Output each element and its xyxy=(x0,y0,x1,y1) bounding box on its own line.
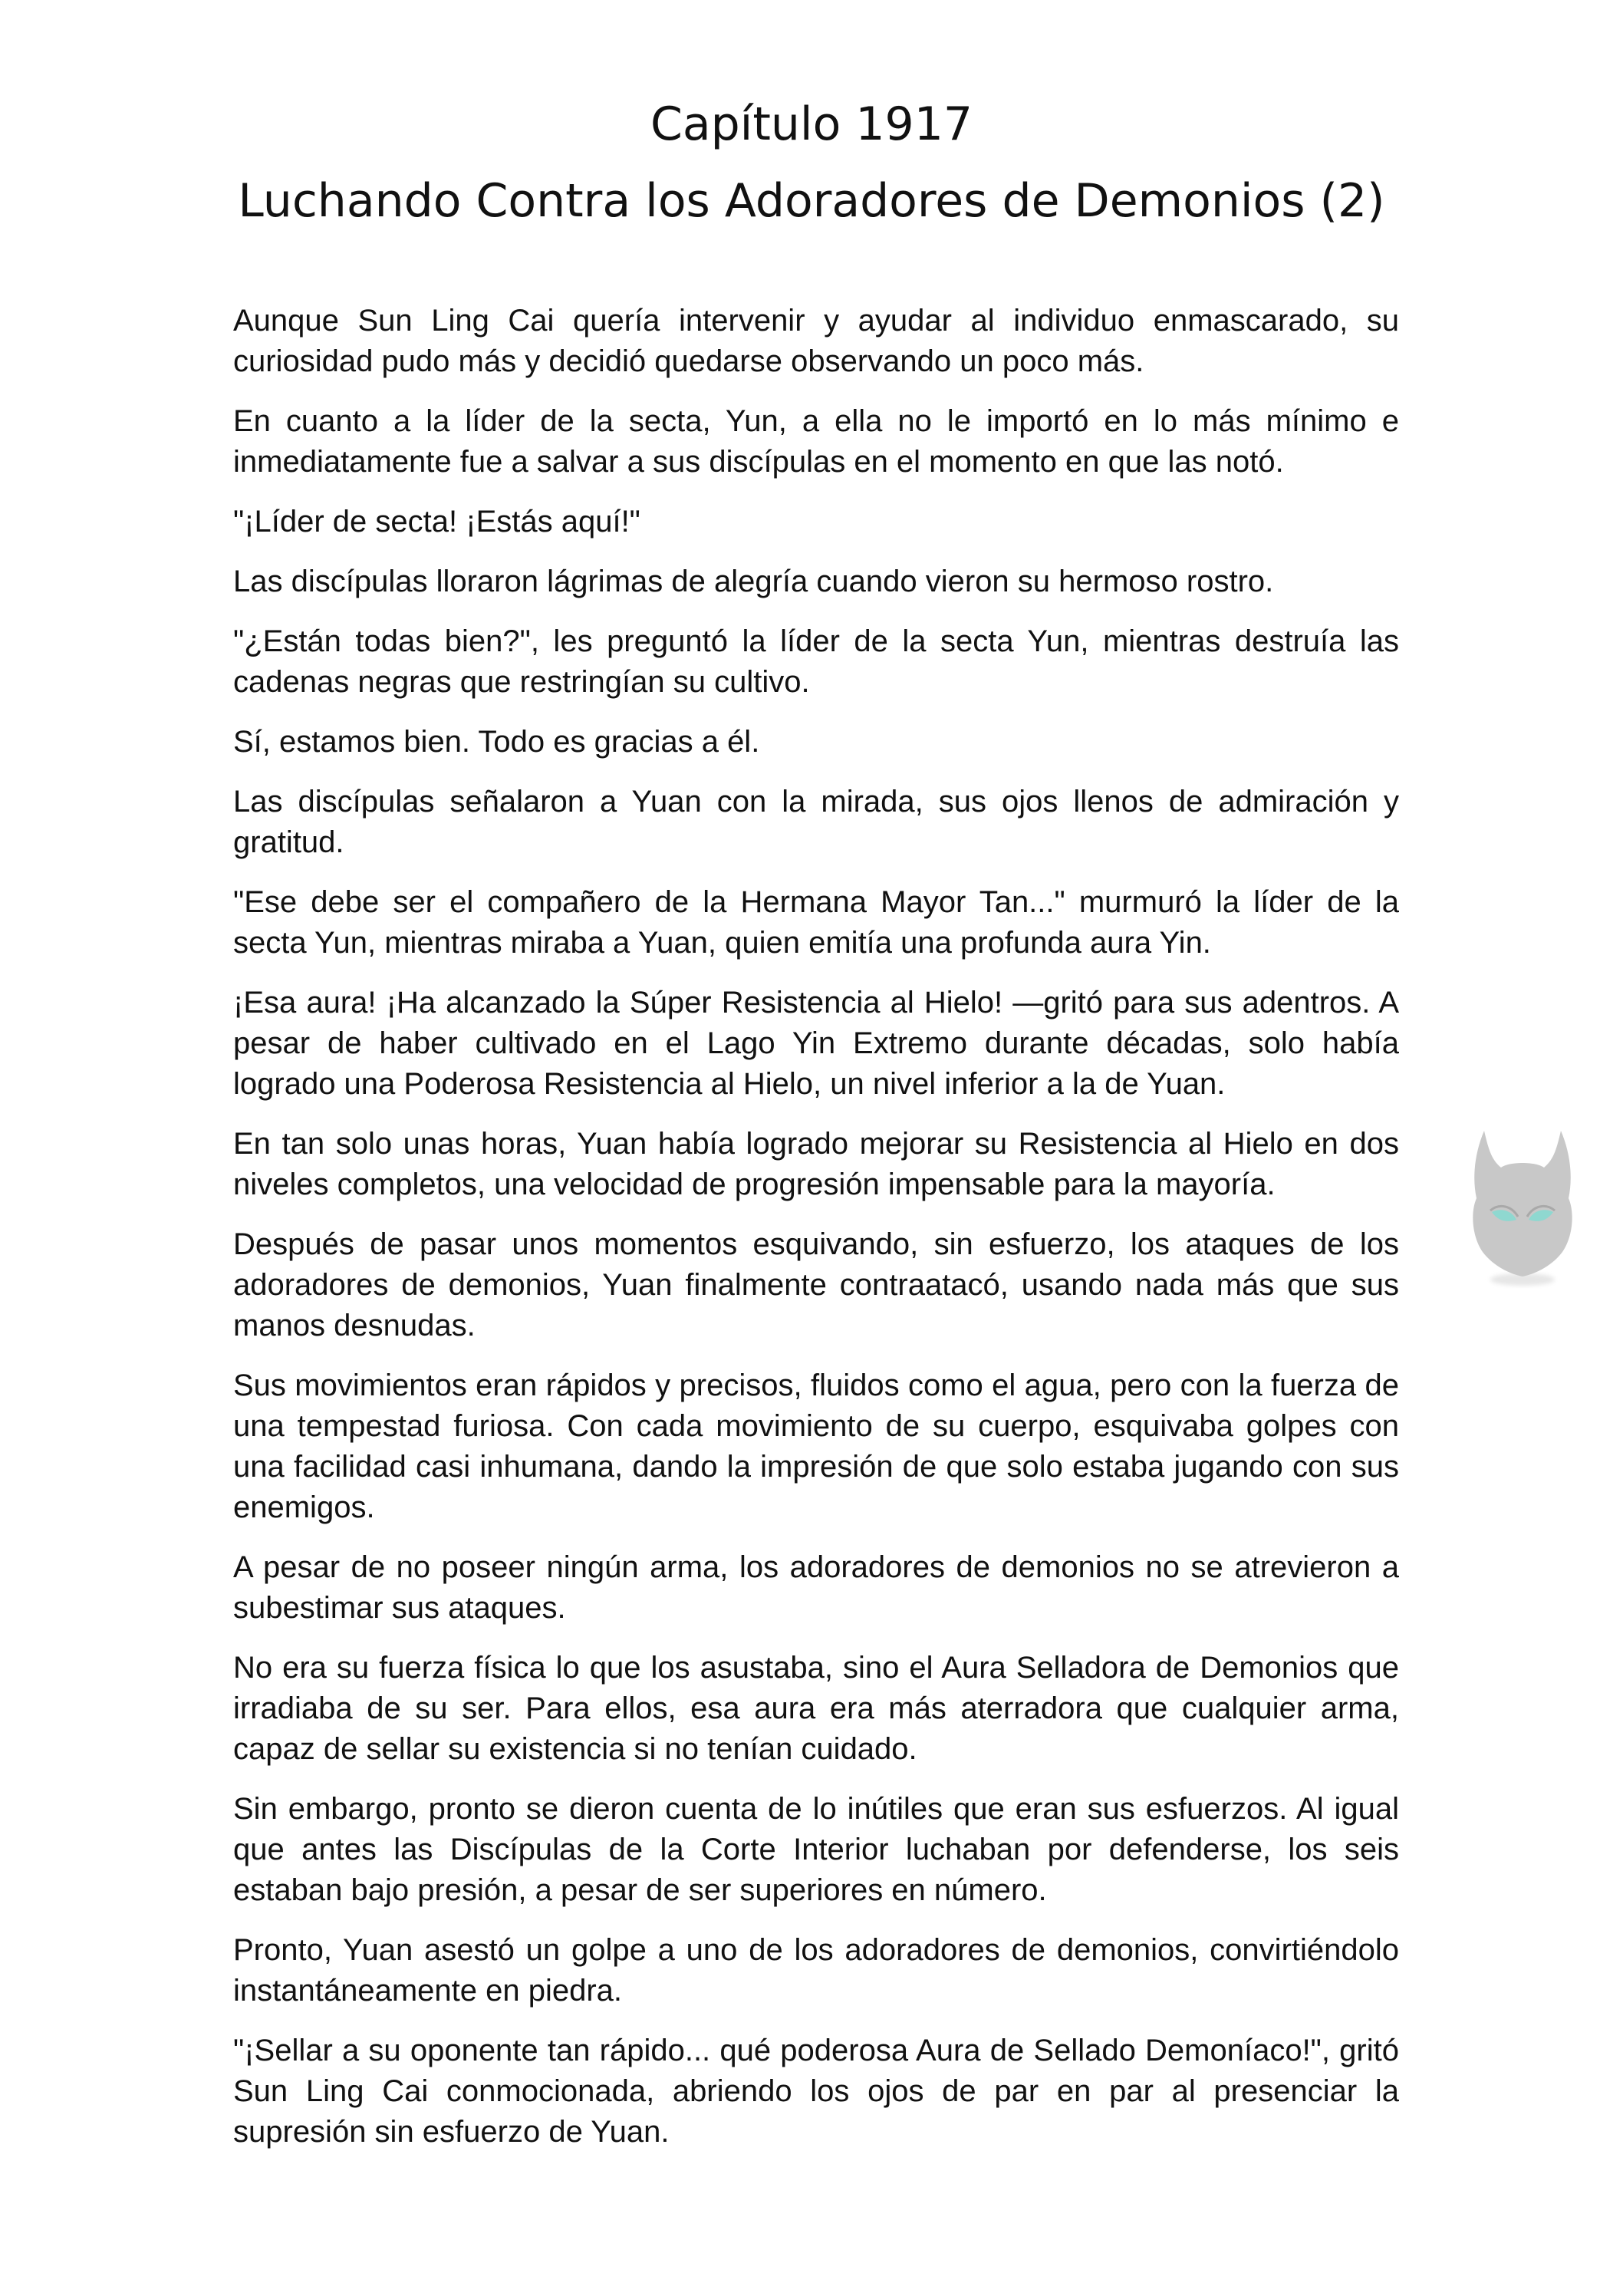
demon-head-logo-icon xyxy=(1461,1122,1584,1290)
paragraph: En tan solo unas horas, Yuan había logrado mejorar su Resistencia al Hielo en dos niveles completos, una velocidad de progresión impensable para la mayoría. xyxy=(233,1127,1399,1201)
chapter-header xyxy=(0,86,1623,239)
paragraph: No era su fuerza física lo que los asustaba, sino el Aura Selladora de Demonios que irradiaba de su ser. Para ellos, esa aura era más aterradora que cualquier arma, capaz de sellar su existencia si no tenían cuidado. xyxy=(233,1651,1399,1766)
paragraph: "Ese debe ser el compañero de la Hermana Mayor Tan..." murmuró la líder de la secta Yun, mientras miraba a Yuan, quien emitía una profunda aura Yin. xyxy=(233,885,1399,960)
chapter-body xyxy=(233,301,1399,2172)
paragraph: Pronto, Yuan asestó un golpe a uno de los adoradores de demonios, convirtiéndolo instantáneamente en piedra. xyxy=(233,1933,1399,2008)
paragraph: Sin embargo, pronto se dieron cuenta de lo inútiles que eran sus esfuerzos. Al igual que antes las Discípulas de la Corte Interior luchaban por defenderse, los seis estaban bajo presión, a pesar de ser superiores en número. xyxy=(233,1792,1399,1907)
paragraph: Aunque Sun Ling Cai quería intervenir y ayudar al individuo enmascarado, su curiosidad pudo más y decidió quedarse observando un poco más. xyxy=(233,304,1399,378)
paragraph: En cuanto a la líder de la secta, Yun, a ella no le importó en lo más mínimo e inmediatamente fue a salvar a sus discípulas en el momento en que las notó. xyxy=(233,404,1399,479)
paragraph: ¡Esa aura! ¡Ha alcanzado la Súper Resistencia al Hielo! —gritó para sus adentros. A pesar de haber cultivado en el Lago Yin Extremo durante décadas, solo había logrado una Poderosa Resistencia al Hielo, un nivel inferior a la de Yuan. xyxy=(233,986,1399,1101)
paragraph: Sus movimientos eran rápidos y precisos, fluidos como el agua, pero con la fuerza de una tempestad furiosa. Con cada movimiento de su cuerpo, esquivaba golpes con una facilidad casi inhumana, dando la impresión de que solo estaba jugando con sus enemigos. xyxy=(233,1369,1399,1524)
chapter-title: Luchando Contra los Adoradores de Demonios (2) xyxy=(238,174,1385,228)
paragraph: Las discípulas lloraron lágrimas de alegría cuando vieron su hermoso rostro. xyxy=(233,565,1274,598)
paragraph: "¡Líder de secta! ¡Estás aquí!" xyxy=(233,505,640,539)
paragraph: A pesar de no poseer ningún arma, los adoradores de demonios no se atrevieron a subestimar sus ataques. xyxy=(233,1550,1399,1625)
paragraph: Sí, estamos bien. Todo es gracias a él. xyxy=(233,725,760,759)
paragraph: Las discípulas señalaron a Yuan con la mirada, sus ojos llenos de admiración y gratitud. xyxy=(233,785,1399,859)
chapter-number: Capítulo 1917 xyxy=(650,97,973,151)
paragraph: "¡Sellar a su oponente tan rápido... qué poderosa Aura de Sellado Demoníaco!", gritó Sun Ling Cai conmocionada, abriendo los ojos de par en par al presenciar la supresión sin esfuerzo de Yuan. xyxy=(233,2034,1399,2149)
paragraph: Después de pasar unos momentos esquivando, sin esfuerzo, los ataques de los adoradores de demonios, Yuan finalmente contraatacó, usando nada más que sus manos desnudas. xyxy=(233,1227,1399,1342)
paragraph: "¿Están todas bien?", les preguntó la líder de la secta Yun, mientras destruía las cadenas negras que restringían su cultivo. xyxy=(233,624,1399,699)
